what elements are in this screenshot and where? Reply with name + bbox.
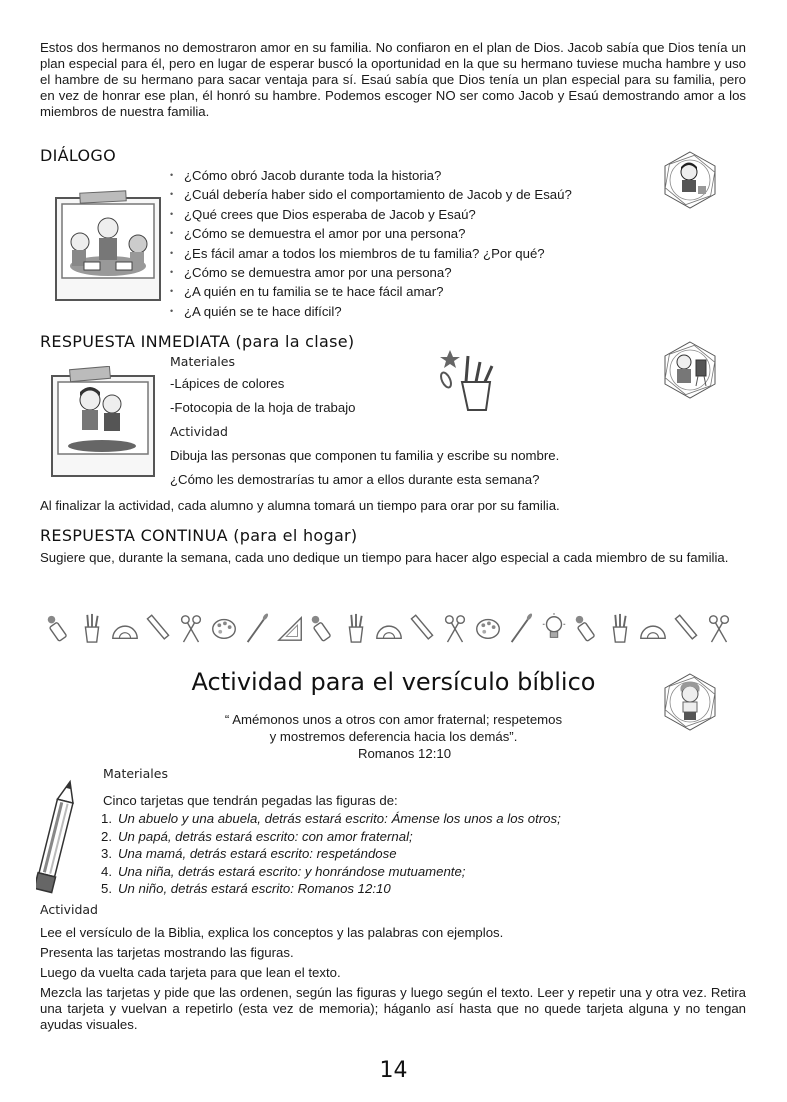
brush-cup-icon [77, 611, 107, 645]
question-item: • ¿A quién en tu familia se te hace fácil amar? [170, 282, 640, 301]
protractor-icon [110, 611, 140, 645]
scissors-icon [176, 611, 206, 645]
dialogo-illustration [54, 190, 162, 302]
lightbulb-icon [539, 611, 569, 645]
intro-paragraph: Estos dos hermanos no demostraron amor en su familia. No confiaron en el plan de Dios. Jacob sabía que Dios tenía un plan especial para él, pero en lugar de esperar buscó la oportunidad en la que su hermano tuviese mucha hambre y uso el hambre de su hermano para sacar ventaja para sí. Esaú sabía que Dios tenía un plan especial para su familia, pero en vez de honrar ese plan, él honró su hambre. Podemos escoger NO ser como Jacob y Esaú demostrando amor a los miembros de nuestra familia. [40, 40, 746, 119]
card-item: 5. Un niño, detrás estará escrito: Romanos 12:10 [101, 881, 391, 897]
protractor-icon [374, 611, 404, 645]
school-supplies-divider [44, 610, 734, 646]
pencil-icon [407, 611, 437, 645]
material-item: -Lápices de colores [170, 376, 285, 391]
card-item: 2. Un papá, detrás estará escrito: con amor fraternal; [101, 828, 413, 844]
children-reading-photo-icon [54, 190, 162, 302]
question-item: • ¿A quién se te hace difícil? [170, 302, 640, 321]
brush-cup-icon [341, 611, 371, 645]
respuesta-illustration [50, 366, 158, 478]
card-item: 1. Un abuelo y una abuela, detrás estará escrito: Ámense los unos a los otros; [101, 811, 561, 826]
protractor-icon [638, 611, 668, 645]
versiculo-materiales-label: Materiales [103, 766, 168, 781]
glue-icon [572, 611, 602, 645]
two-boys-photo-icon [50, 366, 158, 478]
pencil-icon [36, 778, 76, 898]
palette-icon [209, 611, 239, 645]
boy-painter-badge [660, 340, 720, 400]
set-square-icon [275, 611, 305, 645]
question-item: • ¿Cómo se demuestra el amor por una persona? [170, 224, 640, 243]
versiculo-heading: Actividad para el versículo bíblico [191, 668, 596, 696]
boy-painter-badge-icon [660, 340, 720, 400]
pencil-icon [671, 611, 701, 645]
materiales-label: Materiales [170, 354, 235, 369]
respuesta-continua-heading: RESPUESTA CONTINUA (para el hogar) [40, 526, 358, 545]
activity-step: Mezcla las tarjetas y pide que las ordenen, según las figuras y luego según el texto. Leer y repetir una y otra vez. Retira una tarjeta y vuelvan a repetirlo (esta vez de memoria); háganlo así hasta que no quede tarjeta alguna y no tengan ayudas visuales. [40, 985, 746, 1032]
materials-intro: Cinco tarjetas que tendrán pegadas las figuras de: [103, 793, 398, 808]
activity-line: ¿Cómo les demostrarías tu amor a ellos durante esta semana? [170, 472, 540, 487]
activity-line: Dibuja las personas que componen tu familia y escribe su nombre. [170, 448, 560, 463]
activity-step: Lee el versículo de la Biblia, explica los conceptos y las palabras con ejemplos. [40, 925, 504, 940]
boy-reading-badge-icon [660, 150, 720, 210]
brush-cup-icon [605, 611, 635, 645]
page-number: 14 [379, 1058, 408, 1083]
respuesta-continua-text: Sugiere que, durante la semana, cada uno dedique un tiempo para hacer algo especial a cada miembro de su familia. [40, 550, 729, 565]
closing-text: Al finalizar la actividad, cada alumno y alumna tomará un tiempo para orar por su familia. [40, 498, 560, 513]
question-item: • ¿Cuál debería haber sido el comportamiento de Jacob y de Esaú? [170, 185, 640, 204]
paintbrush-icon [242, 611, 272, 645]
activity-step: Presenta las tarjetas mostrando las figuras. [40, 945, 294, 960]
paintbrush-icon [506, 611, 536, 645]
art-supplies-illustration [440, 348, 504, 412]
pencil-icon [143, 611, 173, 645]
glue-icon [44, 611, 74, 645]
activity-step: Luego da vuelta cada tarjeta para que lean el texto. [40, 965, 341, 980]
cards-list [101, 810, 661, 898]
palette-icon [473, 611, 503, 645]
boy-reading-badge [660, 150, 720, 210]
versiculo-actividad-label: Actividad [40, 902, 98, 917]
verse-reference: Romanos 12:10 [357, 746, 452, 761]
glue-icon [308, 611, 338, 645]
dialogo-heading: DIÁLOGO [40, 146, 117, 165]
question-item: • ¿Qué crees que Dios esperaba de Jacob y Esaú? [170, 205, 640, 224]
respuesta-inmediata-heading: RESPUESTA INMEDIATA (para la clase) [40, 332, 355, 351]
verse-line-1: “ Amémonos unos a otros con amor fraternal; respetemos [224, 712, 563, 727]
card-item: 3. Una mamá, detrás estará escrito: respetándose [101, 846, 397, 862]
question-item: • ¿Es fácil amar a todos los miembros de tu familia? ¿Por qué? [170, 244, 640, 263]
dialogo-questions [170, 166, 640, 321]
scissors-icon [440, 611, 470, 645]
question-item: • ¿Cómo obró Jacob durante toda la historia? [170, 166, 640, 185]
actividad-label: Actividad [170, 424, 228, 439]
card-item: 4. Una niña, detrás estará escrito: y honrándose mutuamente; [101, 863, 466, 879]
pencil-illustration [36, 778, 76, 898]
verse-line-2: y mostremos deferencia hacia los demás”. [269, 729, 518, 744]
brush-cup-star-icon [440, 348, 504, 412]
scissors-icon [704, 611, 734, 645]
material-item: -Fotocopia de la hoja de trabajo [170, 400, 356, 415]
question-item: • ¿Cómo se demuestra amor por una persona? [170, 263, 640, 282]
